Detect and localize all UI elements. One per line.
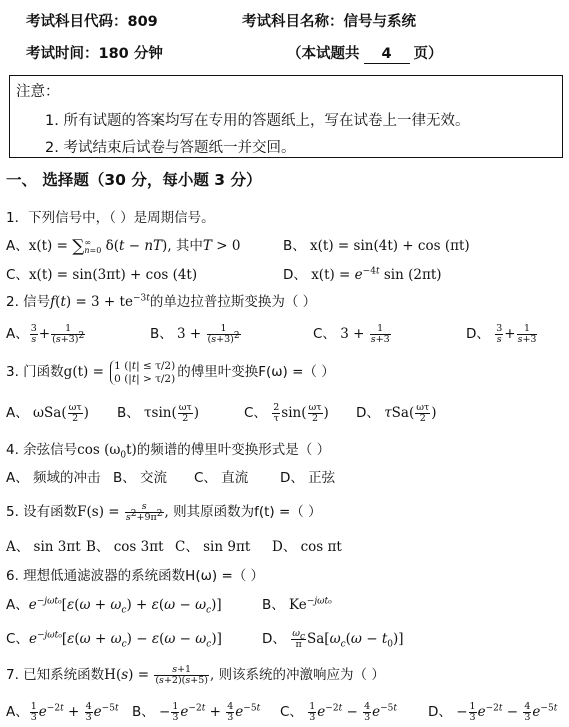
option-label: A、 [6,597,29,613]
exam-time [26,42,163,63]
section-title: 一、 选择题（30 分，每小题 3 分） [6,171,262,189]
q6-stem: 6. 理想低通滤波器的系统函数H(ω) =（ ） [6,568,265,584]
page-count-suffix: 页） [413,46,443,62]
option-label: C、 [6,631,29,647]
option-label: A、 [6,326,29,342]
q7-stem-post: 则该系统的冲激响应为（ ） [218,667,385,683]
q1-stem: 1．下列信号中，（ ）是周期信号。 [6,210,215,226]
q3-stem-post: 的傅里叶变换F(ω) =（ ） [177,364,335,381]
notice-box [9,75,563,158]
option-label: B、 [262,597,285,613]
q4-stem: 4. 余弦信号$\cos (\omega_0t)$的频谱的傅里叶变换形式是（ ） [6,442,331,461]
notice-title: 注意： [16,84,60,100]
q7-option-c[interactable]: C、 $\frac{1}{3}$ $e^{-2t}$ − $\frac{4}{3}$ $e^{-5t}$ [280,701,398,723]
notice-item-2: 2. 考试结束后试卷与答题纸一并交回。 [45,140,296,156]
option-label: C、 [280,704,303,720]
option-label: B、 [132,704,155,720]
option-label: B、 [150,326,173,342]
q2-option-c[interactable]: C、 3 + $\frac{1}{s+3}$ [313,323,390,345]
q3-stem: 3. 门函数g(t) = 1 (|t| ≤ τ/2) 0 (|t| > τ/2) 的傅里叶变换F(ω) =（ ） [6,360,335,385]
q4-option-b[interactable]: B、 交流 [113,470,168,486]
option-label: B、 [283,238,306,254]
option-label: D、 [428,704,452,720]
q4-stem-post: 的频谱的傅里叶变换形式是（ ） [136,442,331,458]
exam-code [26,10,158,31]
page-count-value: 4 [364,46,410,64]
option-label: D、 [283,267,307,283]
q1-option-a[interactable]: A、x(t) = ∑ ∞ n=0 δ(t − nT), 其中T > 0 [6,236,241,257]
page-count [287,42,443,64]
option-label: D、 [262,631,286,647]
exam-subject-label: 考试科目名称： [242,14,344,30]
q6-option-a[interactable]: A、$e^{-j\omega t_0}[\varepsilon(\omega + \omega_c) + \varepsilon(\omega - \omega_c)]$ [6,596,222,616]
q4-stem-pre: 4. 余弦信号 [6,442,78,458]
exam-subject [242,10,416,31]
q2-option-a[interactable]: A、 $\frac{3}{s}$ + $\frac{1}{(s+3)^2}$ [6,323,85,345]
q2-stem: 2. 信号$f(t) = 3 + te^{-3t}$的单边拉普拉斯变换为（ ） [6,293,317,310]
page-count-prefix: （本试题共 [287,46,360,62]
q3-option-a[interactable]: A、 ωSa( $\frac{\omega\tau}{2}$ ) [6,402,89,424]
q7-option-d[interactable]: D、 − $\frac{1}{3}$ $e^{-2t}$ − $\frac{4}{3}$ $e^{-5t}$ [428,701,558,723]
exam-subject-value: 信号与系统 [343,14,416,30]
q2-option-b[interactable]: B、 3 + $\frac{1}{(s+3)^2}$ [150,323,240,345]
exam-time-label: 考试时间： [26,46,99,62]
q5-option-b[interactable]: B、 cos 3πt [86,539,164,555]
q4-option-a[interactable]: A、 频域的冲击 [6,470,101,486]
q7-option-b[interactable]: B、 − $\frac{1}{3}$ $e^{-2t}$ + $\frac{4}{3}$ $e^{-5t}$ [132,701,261,723]
q5-option-a[interactable]: A、 sin 3πt [6,539,81,555]
option-label: A、 [6,238,29,254]
q5-stem: 5. 设有函数F(s) = $\frac{s}{s^2+9\pi^2}$ , 则其原函数为f(t) =（ ） [6,501,322,523]
q2-option-d[interactable]: D、 $\frac{3}{s}$ + $\frac{1}{s+3}$ [466,323,537,345]
q1-option-b[interactable]: B、 x(t) = sin(4t) + cos (πt) [283,238,470,254]
q5-stem-pre: 5. 设有函数 [6,504,78,520]
exam-code-value: 809 [127,14,158,30]
q1-a-tail: 其中 [175,238,203,254]
option-label: C、 [313,326,336,342]
notice-item-1: 1. 所有试题的答案均写在专用的答题纸上，写在试卷上一律无效。 [45,113,470,129]
q7-stem: 7. 已知系统函数H(s) = $\frac{s+1}{(s+2)(s+5)}$ , 则该系统的冲激响应为（ ） [6,664,385,686]
q7-option-a[interactable]: A、 $\frac{1}{3}$ $e^{-2t}$ + $\frac{4}{3}$ $e^{-5t}$ [6,701,119,723]
q4-option-d[interactable]: D、 正弦 [280,470,336,486]
option-label: B、 [117,405,140,421]
q5-option-d[interactable]: D、 cos πt [272,539,342,555]
q4-option-c[interactable]: C、 直流 [194,470,249,486]
q3-option-b[interactable]: B、 τsin( $\frac{\omega\tau}{2}$ ) [117,402,200,424]
q5-stem-post: 则其原函数为f(t) =（ ） [173,504,322,520]
option-label: A、 [6,405,29,421]
q3-stem-pre: 3. 门函数 [6,364,64,381]
q6-option-b[interactable]: B、 $Ke^{-j\omega t_0}$ [262,596,332,613]
q1-option-c[interactable]: C、x(t) = sin(3πt) + cos (4t) [6,267,198,283]
option-label: D、 [356,405,380,421]
q5-option-c[interactable]: C、 sin 9πt [175,539,251,555]
q6-option-c[interactable]: C、$e^{-j\omega t_0}[\varepsilon(\omega + \omega_c) - \varepsilon(\omega - \omega_c)]$ [6,630,222,650]
option-label: C、 [244,405,267,421]
q2-stem-pre: 2. 信号 [6,294,51,310]
q3-option-c[interactable]: C、 $\frac{2}{\tau}$ sin( $\frac{\omega\tau}{2}$ ) [244,402,329,424]
q6-option-d[interactable]: D、 $\frac{\omega_c}{\pi}$ $Sa[\omega_c(\omega - t_0)]$ [262,628,404,650]
q3-option-d[interactable]: D、 τSa( $\frac{\omega\tau}{2}$ ) [356,402,437,424]
exam-time-value: 180 分钟 [98,46,163,62]
exam-code-label: 考试科目代码： [26,14,128,30]
option-label: C、 [6,267,29,283]
q1-option-d[interactable]: D、 $x(t) = e^{-4t}$ sin (2πt) [283,266,442,283]
q2-stem-post: 的单边拉普拉斯变换为（ ） [149,294,317,310]
option-label: A、 [6,704,29,720]
option-label: D、 [466,326,490,342]
q7-stem-pre: 7. 已知系统函数 [6,667,105,683]
